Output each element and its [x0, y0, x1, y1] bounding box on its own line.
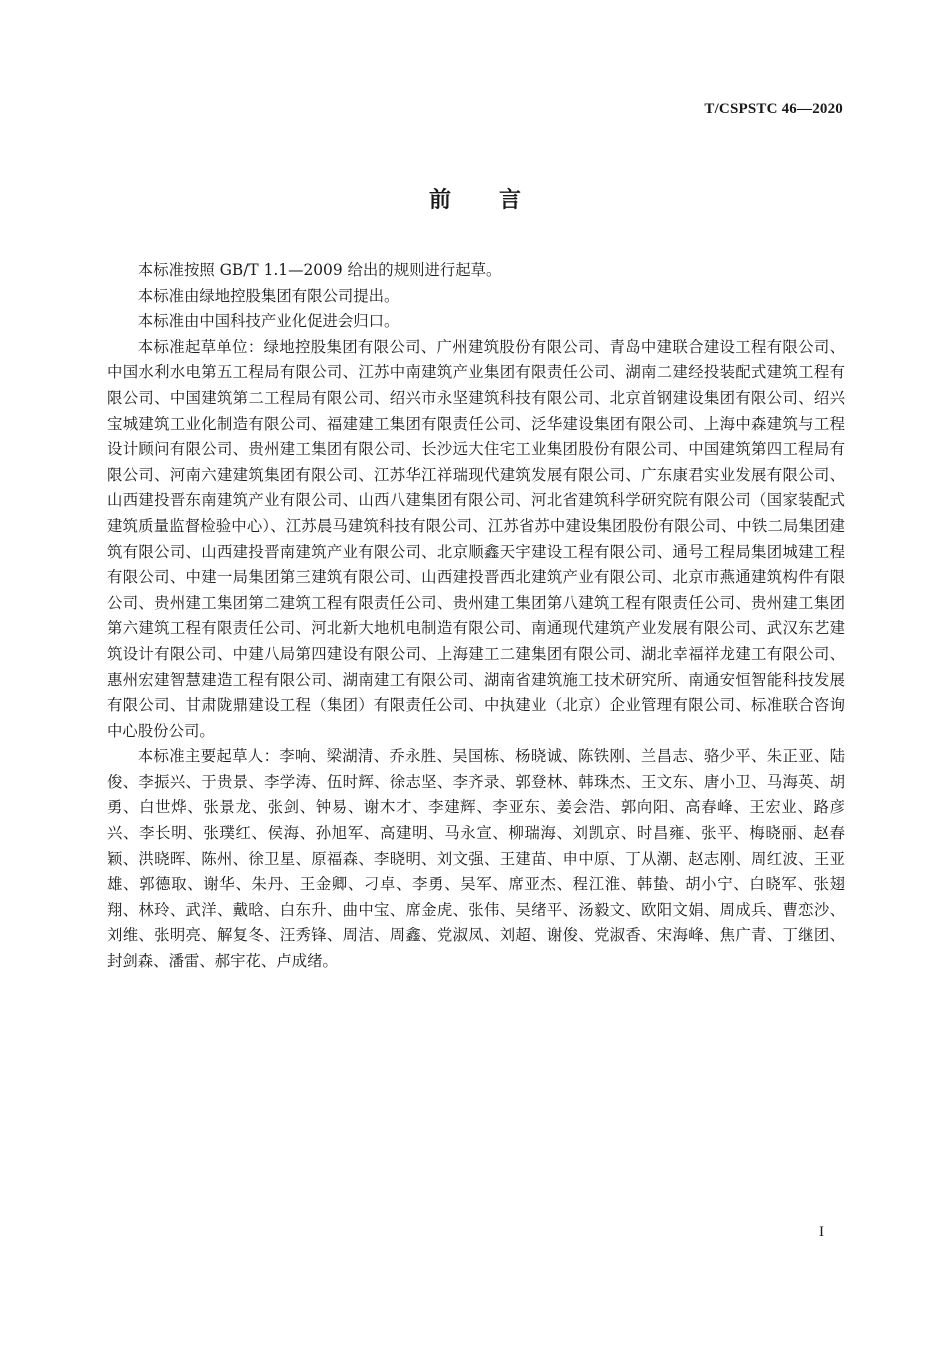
paragraph-drafting-organizations: 本标准起草单位：绿地控股集团有限公司、广州建筑股份有限公司、青岛中建联合建设工程有限公司、中国水利水电第五工程局有限公司、江苏中南建筑产业集团有限责任公司、湖南二建经投装配式建筑工程有限公司、中国建筑第二工程局有限公司、绍兴市永坚建筑科技有限公司、北京首钢建设集团有限公司、绍兴宝城建筑工业化制造有限公司、福建建工集团有限责任公司、泛华建设集团有限公司、上海中森建筑与工程设计顾问有限公司、贵州建工集团有限公司、长沙远大住宅工业集团股份有限公司、中国建筑第四工程局有限公司、河南六建建筑集团有限公司、江苏华江祥瑞现代建筑发展有限公司、广东康君实业发展有限公司、山西建投晋东南建筑产业有限公司、山西八建集团有限公司、河北省建筑科学研究院有限公司（国家装配式建筑质量监督检验中心）、江苏晨马建筑科技有限公司、江苏省苏中建设集团股份有限公司、中铁二局集团建筑有限公司、山西建投晋南建筑产业有限公司、北京顺鑫天宇建设工程有限公司、通号工程局集团城建工程有限公司、中建一局集团第三建筑有限公司、山西建投晋西北建筑产业有限公司、北京市燕通建筑构件有限公司、贵州建工集团第二建筑工程有限责任公司、贵州建工集团第八建筑工程有限责任公司、贵州建工集团第六建筑工程有限责任公司、河北新大地机电制造有限公司、南通现代建筑产业发展有限公司、武汉东艺建筑设计有限公司、中建八局第四建设有限公司、上海建工二建集团有限公司、湖北幸福祥龙建工有限公司、惠州宏建智慧建造工程有限公司、湖南建工有限公司、湖南省建筑施工技术研究所、南通安恒智能科技发展有限公司、甘肃陇鼎建设工程（集团）有限责任公司、中执建业（北京）企业管理有限公司、标准联合咨询中心股份公司。 [107, 337, 845, 740]
paragraph-proposer: 本标准由绿地控股集团有限公司提出。 [137, 286, 400, 305]
foreword-body [107, 258, 845, 975]
page-number: I [819, 1224, 824, 1240]
paragraph-main-drafters: 本标准主要起草人：李响、梁湖清、乔永胜、吴国栋、杨晓诚、陈铁刚、兰昌志、骆少平、朱正亚、陆俊、李振兴、于贵景、李学涛、伍时辉、徐志坚、李齐录、郭登林、韩珠杰、王文东、唐小卫、马海英、胡勇、白世烨、张景龙、张剑、钟易、谢木才、李建辉、李亚东、姜会浩、郭向阳、高春峰、王宏业、路彦兴、李长明、张璞红、侯海、孙旭军、高建明、马永宣、柳瑞海、刘凯京、时昌雍、张平、梅晓丽、赵春颖、洪晓晖、陈州、徐卫星、原福森、李晓明、刘文强、王建苗、申中原、丁从潮、赵志刚、周红波、王亚雄、郭德取、谢华、朱丹、王金卿、刁卓、李勇、吴军、席亚杰、程江淮、韩蛰、胡小宁、白晓军、张翅翔、林玲、武洋、戴晗、白东升、曲中宝、席金虎、张伟、吴绪平、汤毅文、欧阳文娟、周成兵、曹恋沙、刘维、张明亮、解复冬、汪秀锋、周洁、周鑫、党淑凤、刘超、谢俊、党淑香、宋海峰、焦广青、丁继团、封剑森、潘雷、郝宇花、卢成绪。 [107, 747, 845, 971]
standard-code: T/CSPSTC 46—2020 [704, 101, 843, 117]
page-title: 前言 [428, 188, 569, 213]
paragraph-centralized-unit: 本标准由中国科技产业化促进会归口。 [137, 312, 400, 331]
paragraph-drafting-rules: 本标准按照 GB/T 1.1—2009 给出的规则进行起草。 [137, 261, 502, 279]
